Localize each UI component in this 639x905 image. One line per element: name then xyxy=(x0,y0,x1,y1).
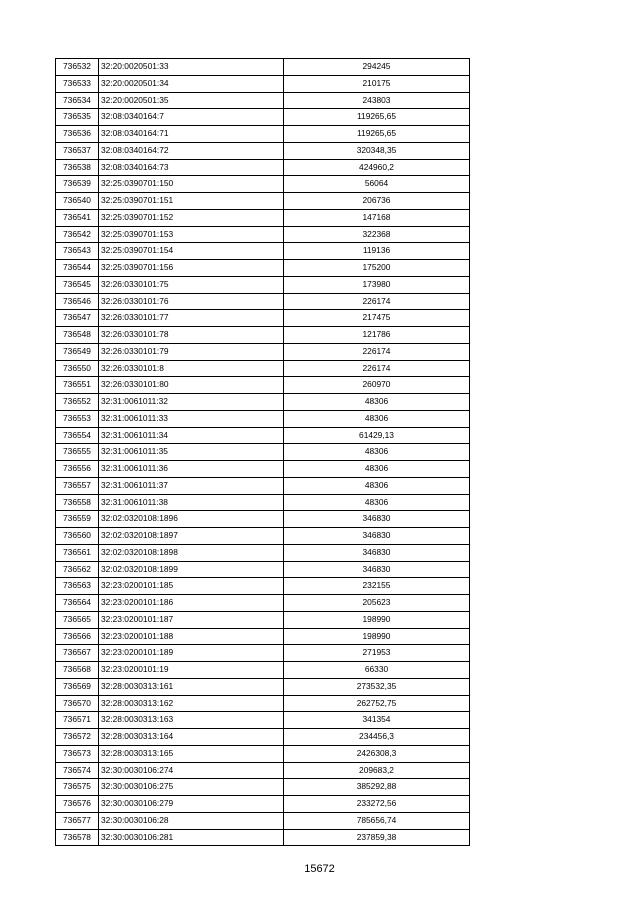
record-id-cell: 736549 xyxy=(56,343,99,360)
table-row xyxy=(56,360,470,377)
table-row xyxy=(56,611,470,628)
cadastral-number-cell: 32:02:0320108:1898 xyxy=(99,544,284,561)
table-row xyxy=(56,343,470,360)
record-id-cell: 736571 xyxy=(56,712,99,729)
table-row xyxy=(56,427,470,444)
cadastral-number-cell: 32:08:0340164:72 xyxy=(99,142,284,159)
record-id-cell: 736537 xyxy=(56,142,99,159)
cadastral-number-cell: 32:31:0061011:35 xyxy=(99,444,284,461)
value-cell: 346830 xyxy=(284,561,470,578)
record-id-cell: 736548 xyxy=(56,327,99,344)
record-id-cell: 736578 xyxy=(56,829,99,846)
value-cell: 785656,74 xyxy=(284,812,470,829)
table-row xyxy=(56,829,470,846)
table-row xyxy=(56,528,470,545)
table-row xyxy=(56,126,470,143)
record-id-cell: 736558 xyxy=(56,494,99,511)
value-cell: 66330 xyxy=(284,662,470,679)
record-id-cell: 736533 xyxy=(56,75,99,92)
cadastral-number-cell: 32:23:0200101:19 xyxy=(99,662,284,679)
value-cell: 119136 xyxy=(284,243,470,260)
value-cell: 119265,65 xyxy=(284,126,470,143)
value-cell: 175200 xyxy=(284,260,470,277)
value-cell: 294245 xyxy=(284,59,470,76)
record-id-cell: 736568 xyxy=(56,662,99,679)
record-id-cell: 736539 xyxy=(56,176,99,193)
table-row xyxy=(56,59,470,76)
value-cell: 273532,35 xyxy=(284,678,470,695)
table-row xyxy=(56,75,470,92)
value-cell: 198990 xyxy=(284,611,470,628)
table-row xyxy=(56,695,470,712)
table-row xyxy=(56,461,470,478)
cadastral-number-cell: 32:23:0200101:188 xyxy=(99,628,284,645)
cadastral-number-cell: 32:31:0061011:33 xyxy=(99,410,284,427)
table-row xyxy=(56,779,470,796)
cadastral-number-cell: 32:26:0330101:79 xyxy=(99,343,284,360)
record-id-cell: 736541 xyxy=(56,209,99,226)
table-row xyxy=(56,92,470,109)
value-cell: 226174 xyxy=(284,293,470,310)
record-id-cell: 736534 xyxy=(56,92,99,109)
table-row xyxy=(56,645,470,662)
value-cell: 147168 xyxy=(284,209,470,226)
cadastral-number-cell: 32:28:0030313:162 xyxy=(99,695,284,712)
cadastral-number-cell: 32:30:0030106:281 xyxy=(99,829,284,846)
cadastral-number-cell: 32:31:0061011:32 xyxy=(99,394,284,411)
table-row xyxy=(56,327,470,344)
cadastral-number-cell: 32:23:0200101:187 xyxy=(99,611,284,628)
value-cell: 217475 xyxy=(284,310,470,327)
record-id-cell: 736566 xyxy=(56,628,99,645)
record-id-cell: 736567 xyxy=(56,645,99,662)
cadastral-number-cell: 32:23:0200101:189 xyxy=(99,645,284,662)
record-id-cell: 736577 xyxy=(56,812,99,829)
value-cell: 346830 xyxy=(284,544,470,561)
value-cell: 237859,38 xyxy=(284,829,470,846)
table-row xyxy=(56,729,470,746)
cadastral-number-cell: 32:20:0020501:34 xyxy=(99,75,284,92)
value-cell: 48306 xyxy=(284,461,470,478)
cadastral-number-cell: 32:26:0330101:77 xyxy=(99,310,284,327)
cadastral-number-cell: 32:30:0030106:28 xyxy=(99,812,284,829)
value-cell: 206736 xyxy=(284,193,470,210)
page-number: 15672 xyxy=(304,863,335,875)
record-id-cell: 736552 xyxy=(56,394,99,411)
table-row xyxy=(56,578,470,595)
cadastral-number-cell: 32:25:0390701:152 xyxy=(99,209,284,226)
cadastral-number-cell: 32:02:0320108:1897 xyxy=(99,528,284,545)
record-id-cell: 736570 xyxy=(56,695,99,712)
record-id-cell: 736572 xyxy=(56,729,99,746)
record-id-cell: 736556 xyxy=(56,461,99,478)
record-id-cell: 736535 xyxy=(56,109,99,126)
table-row xyxy=(56,293,470,310)
table-row xyxy=(56,678,470,695)
record-id-cell: 736557 xyxy=(56,477,99,494)
table-row xyxy=(56,595,470,612)
table-row xyxy=(56,226,470,243)
record-id-cell: 736554 xyxy=(56,427,99,444)
table-row xyxy=(56,109,470,126)
cadastral-number-cell: 32:23:0200101:186 xyxy=(99,595,284,612)
cadastral-number-cell: 32:26:0330101:8 xyxy=(99,360,284,377)
table-row xyxy=(56,712,470,729)
value-cell: 48306 xyxy=(284,477,470,494)
table-row xyxy=(56,745,470,762)
cadastral-number-cell: 32:08:0340164:73 xyxy=(99,159,284,176)
record-id-cell: 736559 xyxy=(56,511,99,528)
table-row xyxy=(56,561,470,578)
value-cell: 271953 xyxy=(284,645,470,662)
value-cell: 233272,56 xyxy=(284,796,470,813)
table-row xyxy=(56,812,470,829)
cadastral-number-cell: 32:28:0030313:161 xyxy=(99,678,284,695)
value-cell: 262752,75 xyxy=(284,695,470,712)
table-row xyxy=(56,511,470,528)
value-cell: 260970 xyxy=(284,377,470,394)
table-row xyxy=(56,477,470,494)
value-cell: 205623 xyxy=(284,595,470,612)
value-cell: 173980 xyxy=(284,276,470,293)
record-id-cell: 736555 xyxy=(56,444,99,461)
table-row xyxy=(56,544,470,561)
value-cell: 320348,35 xyxy=(284,142,470,159)
record-id-cell: 736545 xyxy=(56,276,99,293)
cadastral-number-cell: 32:20:0020501:35 xyxy=(99,92,284,109)
record-id-cell: 736536 xyxy=(56,126,99,143)
cadastral-number-cell: 32:30:0030106:275 xyxy=(99,779,284,796)
cadastral-number-cell: 32:08:0340164:71 xyxy=(99,126,284,143)
table-row xyxy=(56,276,470,293)
cadastral-number-cell: 32:26:0330101:78 xyxy=(99,327,284,344)
table-row xyxy=(56,444,470,461)
cadastral-number-cell: 32:30:0030106:279 xyxy=(99,796,284,813)
cadastral-number-cell: 32:31:0061011:36 xyxy=(99,461,284,478)
value-cell: 424960,2 xyxy=(284,159,470,176)
cadastral-number-cell: 32:26:0330101:80 xyxy=(99,377,284,394)
table-row xyxy=(56,193,470,210)
record-id-cell: 736538 xyxy=(56,159,99,176)
table-row xyxy=(56,628,470,645)
value-cell: 234456,3 xyxy=(284,729,470,746)
record-id-cell: 736542 xyxy=(56,226,99,243)
record-id-cell: 736561 xyxy=(56,544,99,561)
value-cell: 48306 xyxy=(284,394,470,411)
record-id-cell: 736565 xyxy=(56,611,99,628)
cadastral-number-cell: 32:25:0390701:156 xyxy=(99,260,284,277)
record-id-cell: 736540 xyxy=(56,193,99,210)
record-id-cell: 736563 xyxy=(56,578,99,595)
table-row xyxy=(56,494,470,511)
value-cell: 232155 xyxy=(284,578,470,595)
cadastral-number-cell: 32:25:0390701:151 xyxy=(99,193,284,210)
record-id-cell: 736553 xyxy=(56,410,99,427)
cadastral-number-cell: 32:31:0061011:37 xyxy=(99,477,284,494)
value-cell: 226174 xyxy=(284,360,470,377)
value-cell: 341354 xyxy=(284,712,470,729)
record-id-cell: 736560 xyxy=(56,528,99,545)
cadastral-number-cell: 32:25:0390701:154 xyxy=(99,243,284,260)
value-cell: 48306 xyxy=(284,494,470,511)
value-cell: 198990 xyxy=(284,628,470,645)
cadastral-number-cell: 32:28:0030313:165 xyxy=(99,745,284,762)
table-row xyxy=(56,243,470,260)
table-row xyxy=(56,796,470,813)
value-cell: 243803 xyxy=(284,92,470,109)
record-id-cell: 736551 xyxy=(56,377,99,394)
record-id-cell: 736550 xyxy=(56,360,99,377)
record-id-cell: 736575 xyxy=(56,779,99,796)
record-id-cell: 736546 xyxy=(56,293,99,310)
record-id-cell: 736574 xyxy=(56,762,99,779)
record-id-cell: 736569 xyxy=(56,678,99,695)
value-cell: 119265,65 xyxy=(284,109,470,126)
cadastral-number-cell: 32:23:0200101:185 xyxy=(99,578,284,595)
value-cell: 56064 xyxy=(284,176,470,193)
cadastral-number-cell: 32:02:0320108:1896 xyxy=(99,511,284,528)
table-row xyxy=(56,662,470,679)
table-row xyxy=(56,260,470,277)
table-row xyxy=(56,310,470,327)
cadastral-number-cell: 32:28:0030313:163 xyxy=(99,712,284,729)
value-cell: 2426308,3 xyxy=(284,745,470,762)
cadastral-number-cell: 32:02:0320108:1899 xyxy=(99,561,284,578)
value-cell: 48306 xyxy=(284,444,470,461)
value-cell: 210175 xyxy=(284,75,470,92)
cadastral-number-cell: 32:25:0390701:153 xyxy=(99,226,284,243)
table-row xyxy=(56,159,470,176)
cadastral-number-cell: 32:26:0330101:75 xyxy=(99,276,284,293)
table-row xyxy=(56,762,470,779)
record-id-cell: 736576 xyxy=(56,796,99,813)
value-cell: 226174 xyxy=(284,343,470,360)
record-id-cell: 736562 xyxy=(56,561,99,578)
cadastral-number-cell: 32:30:0030106:274 xyxy=(99,762,284,779)
data-table xyxy=(55,58,470,846)
table-row xyxy=(56,377,470,394)
cadastral-number-cell: 32:31:0061011:38 xyxy=(99,494,284,511)
value-cell: 61429,13 xyxy=(284,427,470,444)
record-id-cell: 736573 xyxy=(56,745,99,762)
value-cell: 121786 xyxy=(284,327,470,344)
cadastral-number-cell: 32:25:0390701:150 xyxy=(99,176,284,193)
record-id-cell: 736543 xyxy=(56,243,99,260)
table-body xyxy=(56,59,470,846)
value-cell: 209683,2 xyxy=(284,762,470,779)
table-row xyxy=(56,394,470,411)
cadastral-number-cell: 32:28:0030313:164 xyxy=(99,729,284,746)
table-row xyxy=(56,142,470,159)
value-cell: 346830 xyxy=(284,511,470,528)
value-cell: 48306 xyxy=(284,410,470,427)
cadastral-number-cell: 32:20:0020501:33 xyxy=(99,59,284,76)
record-id-cell: 736547 xyxy=(56,310,99,327)
cadastral-number-cell: 32:08:0340164:7 xyxy=(99,109,284,126)
cadastral-number-cell: 32:26:0330101:76 xyxy=(99,293,284,310)
table-row xyxy=(56,176,470,193)
table-row xyxy=(56,410,470,427)
cadastral-number-cell: 32:31:0061011:34 xyxy=(99,427,284,444)
value-cell: 346830 xyxy=(284,528,470,545)
table-row xyxy=(56,209,470,226)
record-id-cell: 736544 xyxy=(56,260,99,277)
record-id-cell: 736564 xyxy=(56,595,99,612)
record-id-cell: 736532 xyxy=(56,59,99,76)
value-cell: 385292,88 xyxy=(284,779,470,796)
value-cell: 322368 xyxy=(284,226,470,243)
